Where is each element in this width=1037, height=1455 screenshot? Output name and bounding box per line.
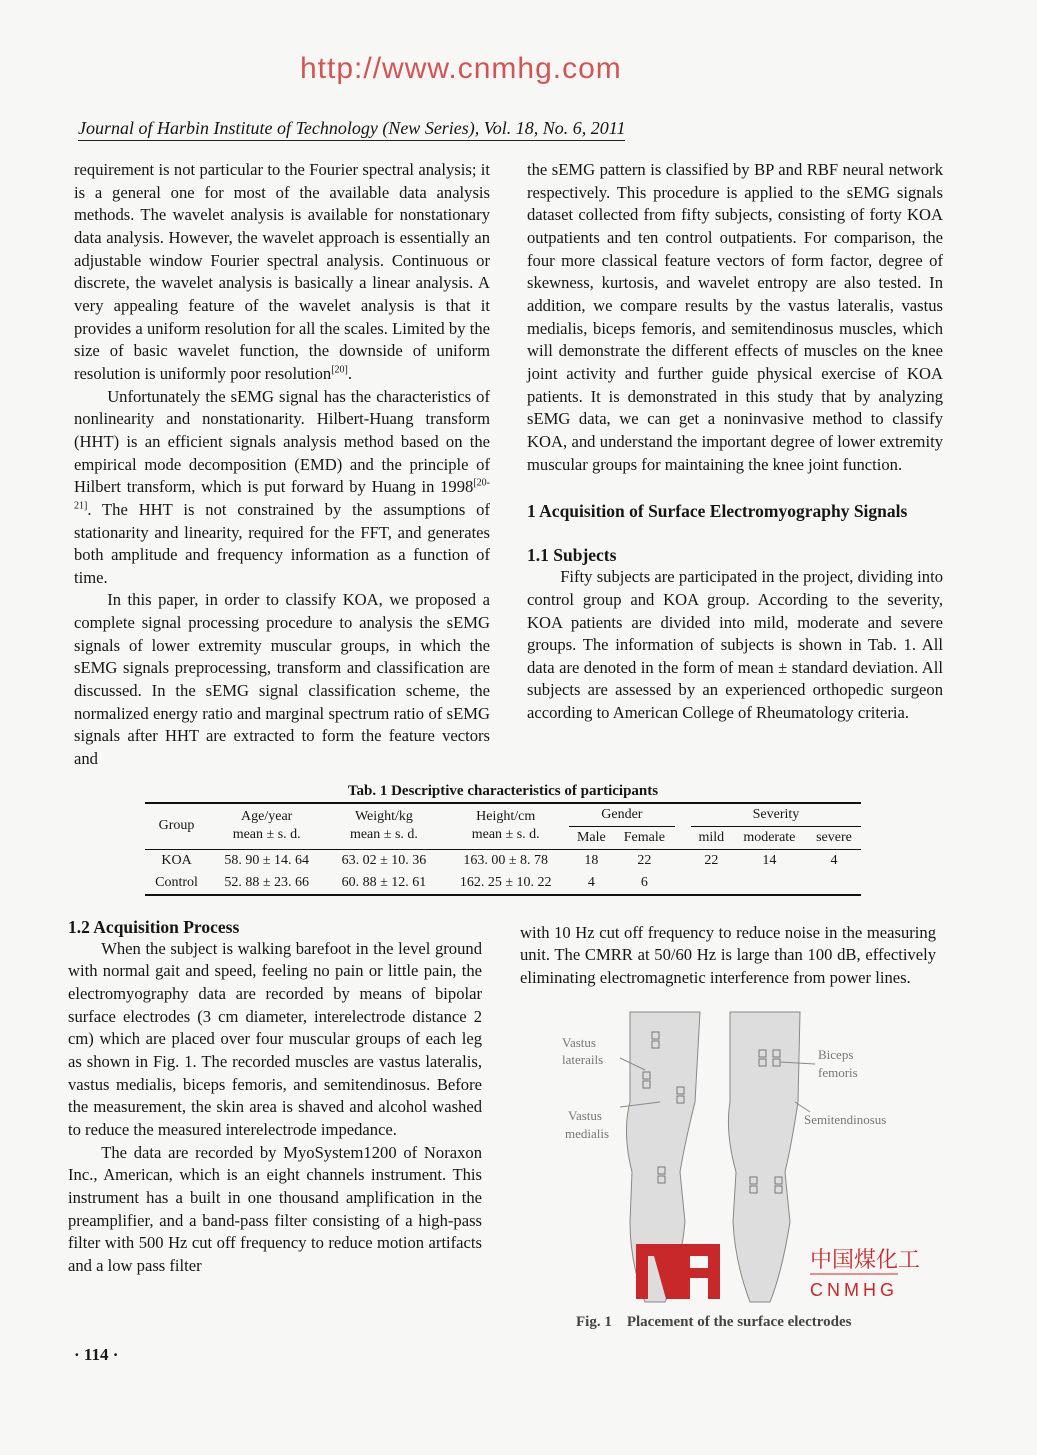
cell bbox=[807, 872, 861, 895]
cell bbox=[732, 872, 807, 895]
cell: 163. 00 ± 8. 78 bbox=[443, 849, 569, 872]
header-age: Age/year mean ± s. d. bbox=[232, 809, 301, 843]
header-group: Group bbox=[158, 818, 195, 834]
label-vastus-lateralis: Vastus bbox=[562, 1034, 596, 1050]
cell: Control bbox=[155, 874, 198, 890]
paragraph-text: . The HHT is not constrained by the assumptions of stationarity and linearity, required for the FFT, and generates both amplitude and frequency information as a function of time. bbox=[74, 499, 490, 587]
paragraph: The data are recorded by MyoSystem1200 of Noraxon Inc., American, which is an eight channels instrument. This instrument has a built in one thousand amplification in the preamplifier, and a band-pass filter consisting of a high-pass filter with 500 Hz cut off frequency to reduce motion artifacts and a low pass filter bbox=[68, 1142, 482, 1275]
participants-table bbox=[145, 783, 861, 896]
paragraph-text: requirement is not particular to the Fourier spectral analysis; it is a general one for most of the available data analysis methods. The wavelet analysis is available for nonstationary data analysis. However, the wavelet approach is essentially an adjustable window Fourier spectral analysis. Continuous or discrete, the wavelet analysis is basically a linear analysis. A very appealing feature of the wavelet analysis is that it provides a uniform resolution for all the scales. Limited by the size of basic wavelet function, the downside of uniform resolution is uniformly poor resolution bbox=[74, 160, 490, 383]
header-gender: Gender bbox=[569, 803, 675, 827]
label-biceps-femoris-2: femoris bbox=[818, 1064, 858, 1080]
cell: 58. 90 ± 14. 64 bbox=[208, 849, 325, 872]
cell: 52. 88 ± 23. 66 bbox=[224, 874, 310, 890]
page-number: · 114 · bbox=[74, 1344, 119, 1364]
cell: 60. 88 ± 12. 61 bbox=[341, 874, 427, 890]
label-vastus-medialis: Vastus bbox=[568, 1107, 602, 1123]
figure-electrode-placement bbox=[560, 1012, 921, 1312]
header-moderate: moderate bbox=[743, 829, 796, 845]
left-column bbox=[74, 159, 490, 771]
leg-illustration bbox=[560, 1012, 921, 1312]
label-vastus-lateralis-2: laterails bbox=[562, 1051, 604, 1067]
cell: 22 bbox=[691, 849, 732, 872]
label-vastus-medialis-2: medialis bbox=[565, 1125, 610, 1141]
header-severe: severe bbox=[816, 829, 852, 845]
citation: [20-21] bbox=[74, 477, 490, 512]
watermark-url: http://www.cnmhg.com bbox=[300, 52, 622, 85]
cell: 22 bbox=[614, 849, 675, 872]
header-female: Female bbox=[623, 829, 665, 845]
label-semitendinosus: Semitendinosus bbox=[804, 1111, 887, 1127]
cell: 6 bbox=[640, 874, 648, 890]
paragraph: requirement is not particular to the Fourier spectral analysis; it is a general one for most of the available data analysis methods. The wavelet analysis is available for nonstationary data analysis. However, the wavelet approach is essentially an adjustable window Fourier spectral analysis. Continuous or discrete, the wavelet analysis is basically a linear analysis. A very appealing feature of the wavelet analysis is that it provides a uniform resolution for all the scales. Limited by the size of basic wavelet function, the downside of uniform resolution is uniformly poor resolution[20]. bbox=[74, 160, 490, 383]
lower-left-column bbox=[68, 916, 482, 1331]
paragraph: with 10 Hz cut off frequency to reduce noise in the measuring unit. The CMRR at 50/60 Hz is large than 100 dB, effectively eliminating electromagnetic interference from power lines. bbox=[520, 922, 936, 988]
header-weight: Weight/kg mean ± s. d. bbox=[349, 809, 418, 843]
paragraph: When the subject is walking barefoot in the level ground with normal gait and speed, feeling no pain or little pain, the electromyography data are recorded by means of bipolar surface electrodes (3 cm diameter, interelectrode distance 2 cm) which are placed over four muscular groups of each leg as shown in Fig. 1. The recorded muscles are vastus lateralis, vastus medialis, biceps femoris, and semitendinosus. Before the measurement, the skin area is shaved and alcohol washed to reduce the measured interelectrode impedance. bbox=[68, 938, 482, 1139]
citation: [20] bbox=[331, 364, 348, 376]
table-caption: Tab. 1 Descriptive characteristics of participants bbox=[347, 782, 659, 799]
table-row bbox=[145, 849, 861, 872]
section-heading: 1 Acquisition of Surface Electromyography Signals bbox=[527, 501, 908, 522]
cell: 4 bbox=[807, 849, 861, 872]
cell: 162. 25 ± 10. 22 bbox=[459, 874, 552, 890]
header-severity: Severity bbox=[691, 803, 861, 827]
lower-right-column bbox=[520, 916, 936, 1331]
cell: 14 bbox=[732, 849, 807, 872]
table-row bbox=[145, 872, 861, 895]
logo-text-cn: 中国煤化工 bbox=[810, 1247, 921, 1273]
cell: 4 bbox=[587, 874, 595, 890]
header-mild: mild bbox=[698, 829, 725, 845]
header-male: Male bbox=[576, 829, 606, 845]
label-biceps-femoris: Biceps bbox=[818, 1046, 854, 1062]
paragraph: In this paper, in order to classify KOA, we proposed a complete signal processing procedure to analysis the sEMG signals of lower extremity muscular groups, in which the sEMG signals preprocessing, transform and classification are discussed. In the sEMG signal classification scheme, the normalized energy ratio and marginal spectrum ratio of sEMG signals after HHT are extracted to form the feature vectors and bbox=[74, 590, 490, 769]
upper-columns bbox=[74, 159, 943, 771]
paragraph: Fifty subjects are participated in the project, dividing into control group and KOA group. According to the severity, KOA patients are divided into mild, moderate and severe groups. The information of subjects is shown in Tab. 1. All data are denoted in the form of mean ± standard deviation. All subjects are assessed by an experienced orthopedic surgeon according to American College of Rheumatology criteria. bbox=[527, 567, 943, 723]
subsection-heading: 1.1 Subjects bbox=[527, 545, 617, 566]
paragraph: the sEMG pattern is classified by BP and RBF neural network respectively. This procedure is applied to the sEMG signals dataset collected from fifty subjects, consisting of forty KOA outpatients and ten control outpatients. For comparison, the four more classical feature vectors of form factor, degree of skewness, kurtosis, and wavelet entropy are also tested. In addition, we compare results by the vastus lateralis, vastus medialis, biceps femoris, and semitendinosus muscles, which will demonstrate the different effects of muscles on the knee joint activity and further guide physical exercise of KOA patients. It is demonstrated in this study that by analyzing sEMG data, we can get a noninvasive method to classify KOA, and understand the important degree of lower extremity muscular groups for maintaining the knee joint function. bbox=[527, 160, 943, 474]
subsection-heading: 1.2 Acquisition Process bbox=[68, 916, 240, 937]
paragraph bbox=[74, 386, 490, 590]
right-column bbox=[527, 159, 943, 771]
cell: KOA bbox=[145, 849, 208, 872]
cell bbox=[691, 872, 732, 895]
cell: 18 bbox=[569, 849, 614, 872]
header-height: Height/cm mean ± s. d. bbox=[471, 809, 540, 843]
cell: 63. 02 ± 10. 36 bbox=[325, 849, 442, 872]
running-header-text: Journal of Harbin Institute of Technology (New Series), Vol. 18, No. 6, 2011 bbox=[78, 118, 625, 141]
logo-text-en: CNMHG bbox=[810, 1279, 898, 1300]
figure-caption: Fig. 1 Placement of the surface electrodes bbox=[576, 1313, 852, 1330]
lower-columns bbox=[68, 916, 936, 1331]
paragraph-text: Unfortunately the sEMG signal has the characteristics of nonlinearity and nonstationarity. Hilbert-Huang transform (HHT) is an efficient signals analysis method based on the empirical mode decomposition (EMD) and the principle of Hilbert transform, which is put forward by Huang in 1998 bbox=[74, 386, 490, 497]
